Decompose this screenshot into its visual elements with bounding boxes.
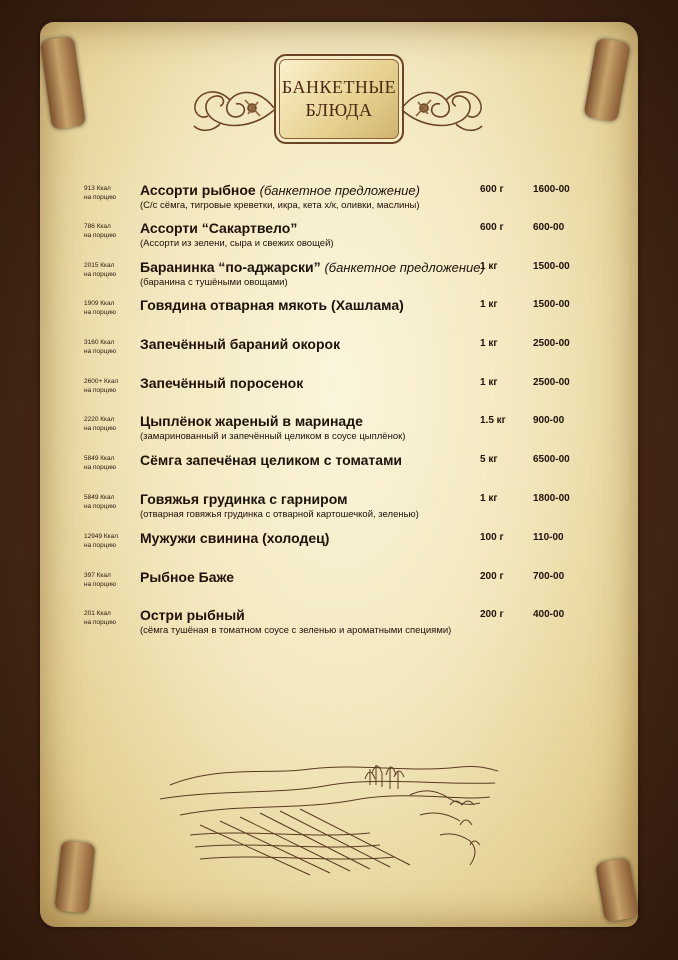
calories-label: 12949 Ккал на порцию: [84, 533, 119, 549]
calories-label: 786 Ккал на порцию: [84, 223, 116, 239]
dish-weight: 1 кг: [480, 261, 498, 272]
dish-note: (банкетное предложение): [324, 260, 485, 275]
dish-weight: 600 г: [480, 184, 504, 195]
dish-name: Ассорти рыбное (банкетное предложение): [140, 182, 420, 198]
dish-name: Рыбное Баже: [140, 569, 235, 585]
dish-price: 1600-00: [533, 184, 570, 195]
dish-weight: 600 г: [480, 222, 504, 233]
dish-name: Баранинка “по-аджарски” (банкетное предложение): [140, 259, 485, 275]
dish-weight: 1 кг: [480, 493, 498, 504]
dish-description: (замаринованный и запечённый целиком в соусе цыплёнок): [140, 431, 406, 442]
dish-name: Говядина отварная мякоть (Хашлама): [140, 297, 404, 313]
dish-description: (сёмга тушёная в томатном соусе с зеленью и ароматными специями): [140, 625, 452, 636]
dish-weight: 200 г: [480, 571, 504, 582]
landscape-sketch-icon: [160, 755, 500, 880]
title-panel: [274, 54, 404, 144]
dish-name: Цыплёнок жареный в маринаде: [140, 413, 363, 429]
dish-name: Ассорти “Сакартвело”: [140, 220, 298, 236]
dish-description: (С/с сёмга, тигровые креветки, икра, кета х/к, оливки, маслины): [140, 200, 420, 211]
dish-description: (баранина с тушёными овощами): [140, 277, 288, 288]
calories-label: 5849 Ккал на порцию: [84, 494, 116, 510]
dish-price: 6500-00: [533, 454, 570, 465]
title-line-2: БЛЮДА: [305, 100, 373, 120]
dish-weight: 1 кг: [480, 299, 498, 310]
dish-price: 1500-00: [533, 299, 570, 310]
calories-label: 201 Ккал на порцию: [84, 610, 116, 626]
dish-price: 110-00: [533, 532, 564, 543]
dish-weight: 200 г: [480, 609, 504, 620]
dish-name: Запечённый бараний окорок: [140, 336, 341, 352]
calories-label: 5849 Ккал на порцию: [84, 455, 116, 471]
scroll-curl-decoration: [54, 840, 95, 913]
calories-label: 2015 Ккал на порцию: [84, 262, 116, 278]
calories-label: 1909 Ккал на порцию: [84, 300, 116, 316]
dish-name: Говяжья грудинка с гарниром: [140, 491, 348, 507]
calories-label: 2600+ Ккал на порцию: [84, 378, 119, 394]
dish-weight: 5 кг: [480, 454, 498, 465]
dish-description: (Ассорти из зелени, сыра и свежих овощей): [140, 238, 334, 249]
dish-weight: 100 г: [480, 532, 504, 543]
dish-note: (банкетное предложение): [259, 183, 420, 198]
dish-weight: 1.5 кг: [480, 415, 506, 426]
dish-weight: 1 кг: [480, 377, 498, 388]
dish-price: 1500-00: [533, 261, 570, 272]
title-block: [190, 50, 490, 145]
scroll-ornament-icon: [190, 80, 276, 136]
dish-description: (отварная говяжья грудинка с отварной картошечкой, зеленью): [140, 509, 419, 520]
scroll-ornament-icon: [400, 80, 486, 136]
dish-weight: 1 кг: [480, 338, 498, 349]
dish-price: 2500-00: [533, 377, 570, 388]
dish-name: Остри рыбный: [140, 607, 245, 623]
dish-name: Мужужи свинина (холодец): [140, 530, 330, 546]
dish-price: 1800-00: [533, 493, 570, 504]
dish-price: 2500-00: [533, 338, 570, 349]
calories-label: 397 Ккал на порцию: [84, 572, 116, 588]
calories-label: 2220 Ккал на порцию: [84, 416, 116, 432]
dish-price: 900-00: [533, 415, 565, 426]
dish-name: Сёмга запечёная целиком с томатами: [140, 452, 403, 468]
calories-label: 913 Ккал на порцию: [84, 185, 116, 201]
dish-price: 600-00: [533, 222, 565, 233]
title-line-1: БАНКЕТНЫЕ: [281, 77, 397, 97]
calories-label: 3160 Ккал на порцию: [84, 339, 116, 355]
dish-price: 400-00: [533, 609, 565, 620]
dish-name: Запечённый поросенок: [140, 375, 304, 391]
dish-price: 700-00: [533, 571, 565, 582]
